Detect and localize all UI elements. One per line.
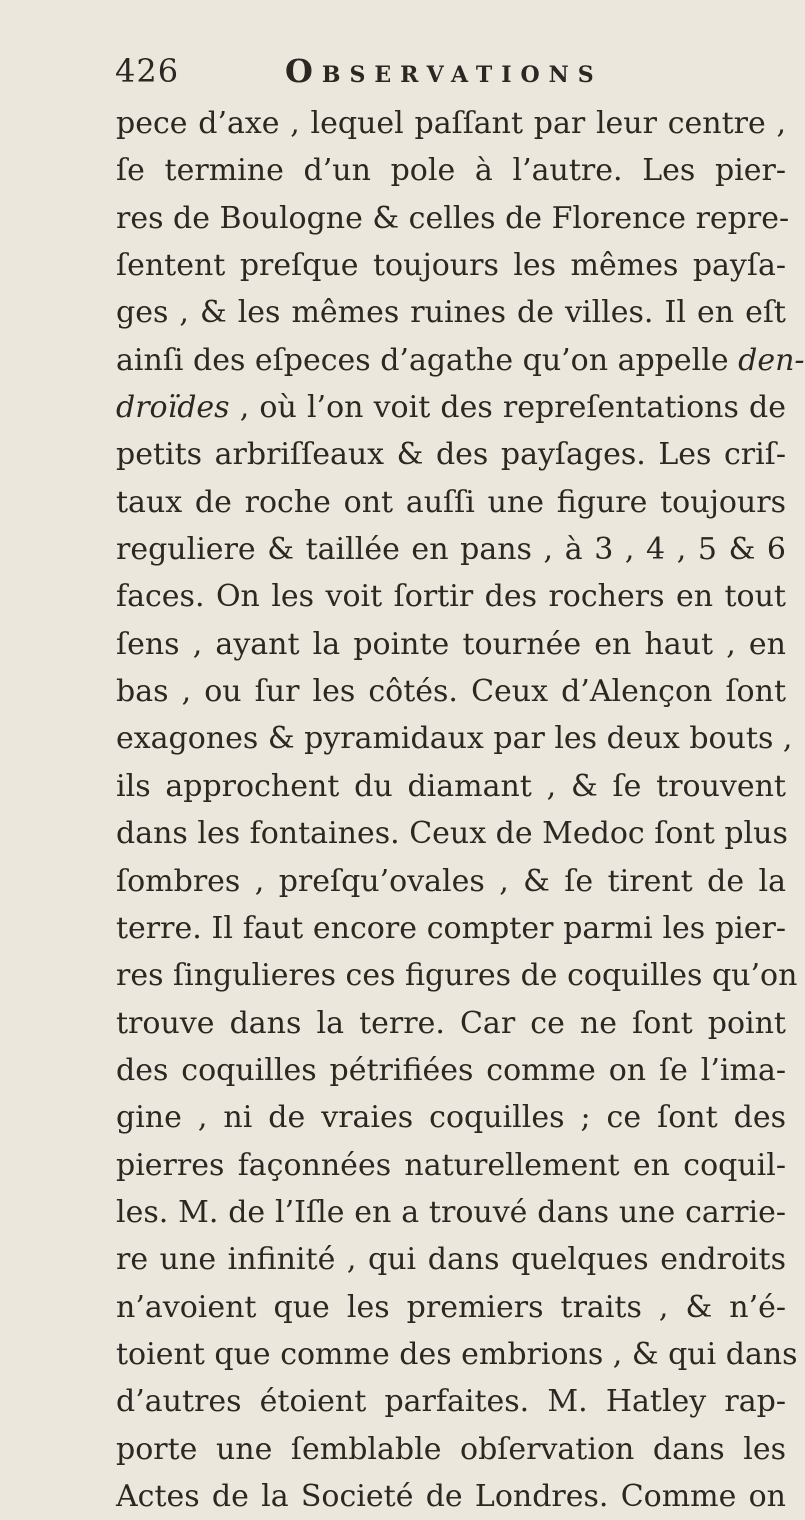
text-line: d’autres étoient parfaites. M. Hatley rap- <box>116 1384 786 1420</box>
text-line <box>116 384 786 431</box>
text-line: petits arbriſſeaux & des payſages. Les criſ- <box>116 437 786 473</box>
text-line: dans les fontaines. Ceux de Medoc ſont plus <box>116 816 788 852</box>
page-number: 426 <box>115 52 180 90</box>
text-line: taux de roche ont auſſi une figure toujours <box>116 484 786 520</box>
text-line: gine , ni de vraies coquilles ; ce ſont des <box>116 1100 786 1136</box>
text-line: n’avoient que les premiers traits , & n’é- <box>116 1289 786 1325</box>
running-head: Observations <box>285 52 603 90</box>
text-line: reguliere & taillée en pans , à 3 , 4 , 5 & 6 <box>116 532 786 568</box>
text-line: ſentent preſque toujours les mêmes payſa- <box>116 248 786 284</box>
text-line: Actes de la Societé de Londres. Comme on <box>116 1478 786 1514</box>
text-line: pierres façonnées naturellement en coquil- <box>116 1147 786 1183</box>
text-line: exagones & pyramidaux par les deux bouts , <box>116 721 793 757</box>
text-line: faces. On les voit ſortir des rochers en tout <box>116 579 786 615</box>
text-line: bas , ou ſur les côtés. Ceux d’Alençon ſont <box>116 674 786 710</box>
italic-word: den- <box>738 342 805 378</box>
text-line: ils approchent du diamant , & ſe trouvent <box>116 768 786 804</box>
text-line: terre. Il faut encore compter parmi les pier- <box>116 910 786 946</box>
page-header <box>115 50 735 100</box>
text-line: ſombres , preſqu’ovales , & ſe tirent de la <box>116 863 786 899</box>
text-line: les. M. de l’Iſle en a trouvé dans une carrie- <box>116 1194 786 1230</box>
text-line-rest: , où l’on voit des repreſentations de <box>229 390 786 426</box>
text-line: pece d’axe , lequel paſſant par leur centre , <box>116 106 786 141</box>
text-line-start: ainſi des eſpeces d’agathe qu’on appelle <box>116 342 729 378</box>
text-line: re une infinité , qui dans quelques endroits <box>116 1242 786 1278</box>
text-line: trouve dans la terre. Car ce ne ſont point <box>116 1005 786 1041</box>
text-line: toient que comme des embrions , & qui dans <box>116 1336 798 1372</box>
text-line <box>116 337 805 384</box>
body-text <box>116 100 805 1520</box>
text-line: porte une ſemblable obſervation dans les <box>116 1431 786 1467</box>
text-line: des coquilles pétrifiées comme on ſe l’ima- <box>116 1052 786 1088</box>
italic-word: droïdes <box>116 390 230 426</box>
text-line: ges , & les mêmes ruines de villes. Il en eſt <box>116 295 786 331</box>
text-line: res de Boulogne & celles de Florence repre- <box>116 200 790 236</box>
text-line: ſens , ayant la pointe tournée en haut , en <box>116 626 786 662</box>
text-line: res ſingulieres ces figures de coquilles qu’on <box>116 958 798 994</box>
text-line: ſe termine d’un pole à l’autre. Les pier- <box>116 153 786 189</box>
